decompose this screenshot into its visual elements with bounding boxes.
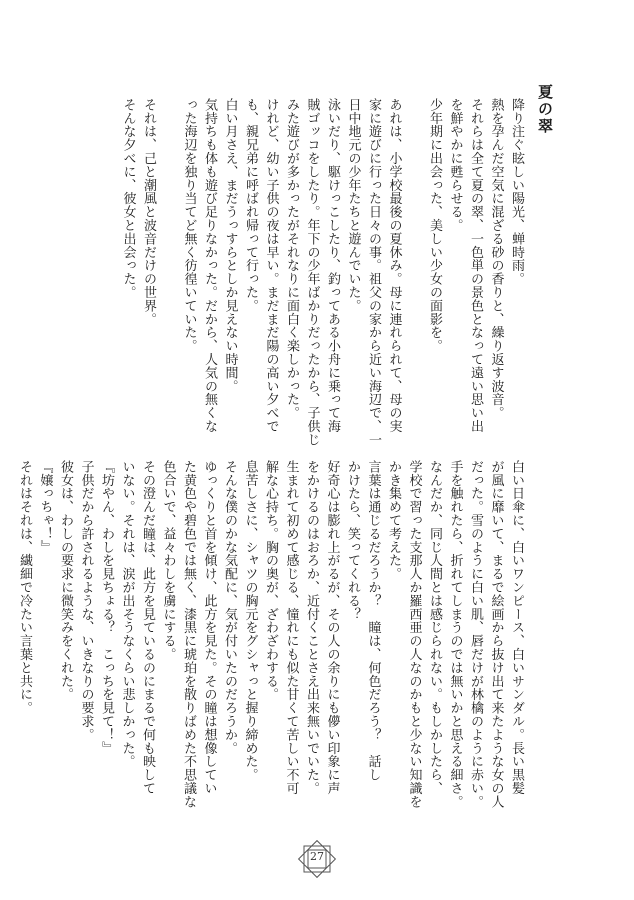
text-line: そんな夕べに、彼女と出会った。 (120, 98, 136, 299)
text-line: 家に遊びに行った日々の事。祖父の家から近い海辺で、一 (366, 98, 381, 447)
text-line: 言葉は通じるだろうか？ 瞳は、何色だろう？ 話し (365, 460, 381, 782)
text-line: 泳いだり、駆けっこしたり、釣ってある小舟に乗って海 (325, 98, 340, 433)
text-line: その澄んだ瞳は、此方を見ているのにまるで何も映して (140, 460, 155, 795)
text-line: かき集めて考えた。 (386, 460, 401, 581)
text-line: 『嬢っちゃ！』 (37, 460, 53, 554)
text-line: 降り注ぐ眩しい陽光、蝉時雨。 (509, 98, 524, 286)
chapter-title: 夏の翠 (536, 84, 554, 135)
text-line: それらは全て夏の翠、一色単の景色となって遠い思い出 (468, 98, 483, 433)
text-line: 好奇心は膨れ上がるが、その人の余りにも儚い印象に声 (324, 460, 340, 795)
text-line: だった。雪のように白い肌、唇だけが林檎のように赤い。 (468, 460, 483, 809)
top-text-block (117, 98, 526, 446)
text-line: 手を触れたら、折れてしまうのでは無いかと思える細さ。 (447, 460, 463, 809)
page-number: 27 (310, 850, 324, 863)
bottom-text-block (14, 460, 527, 808)
text-line: 少年期に出会った、美しい少女の面影を。 (427, 98, 442, 353)
paragraph-gap (404, 98, 424, 446)
text-line: 白い日傘に、白いワンピース、白いサンダル。長い黒髪 (509, 460, 524, 795)
text-line: あれは、小学校最後の夏休み。母に連れられて、母の実 (386, 98, 402, 433)
text-line: が風に靡いて、まるで絵画から抜け出て来たような女の人 (488, 460, 504, 809)
text-line: かけたら、笑ってくれる？ (345, 460, 360, 621)
text-line: 白い月さえ、まだうっすらとしか見えない時間。 (222, 98, 238, 393)
text-line: 解な心持ち。胸の奥が、ざわざわする。 (263, 460, 278, 702)
text-line: 日中地元の少年たちと遊んでいた。 (345, 98, 361, 313)
text-line: をかけるのはおろか、近付くことさえ出来無いでいた。 (304, 460, 319, 795)
text-line: 色合いで、益々わしを虜にする。 (160, 460, 176, 661)
text-line: 気持ちも体も遊び足りなかった。だから、人気の無くな (202, 98, 217, 433)
text-line: 学校で習った支那人か羅西亜の人なのかもと少ない知識を (406, 460, 422, 809)
text-line: ゆっくりと首を傾け、此方を見た。その瞳は想像してい (201, 460, 217, 795)
text-line: 子供だから許されるような、いきなりの要求。 (78, 460, 94, 742)
text-line: みた遊びが多かったがそれなりに面白く楽しかった。 (284, 98, 299, 420)
text-line: けれど、幼い子供の夜は早い。まだまだ陽の高い夕べで (263, 98, 279, 433)
text-line: 彼女は、わしの要求に微笑みをくれた。 (58, 460, 73, 702)
text-line: も、親兄弟に呼ばれ帰って行った。 (243, 98, 258, 313)
text-line: 賊ゴッコをしたり。年下の少年ばかりだったから、子供じ (304, 98, 320, 447)
text-line: 生まれて初めて感じる、憧れにも似た甘くて苦しい不可 (283, 460, 299, 795)
text-line: 息苦しさに、シャツの胸元をグシャっと握り締めた。 (242, 460, 258, 782)
text-line: を鮮やかに甦らせる。 (447, 98, 463, 232)
paragraph-gap (158, 98, 178, 446)
text-line: それはそれは、繊細で冷たい言葉と共に。 (17, 460, 32, 715)
text-line: った海辺を独り当てど無く彷徨いていた。 (181, 98, 197, 353)
text-line: そんな僕のかな気配に、気が付いたのだろうか。 (222, 460, 237, 755)
text-line: いない。それは、涙が出そうなくらい悲しかった。 (119, 460, 135, 769)
text-line: それは、己と潮風と波音だけの世界。 (141, 98, 156, 326)
text-line: なんだか、同じ人間とは感じられない。もしかしたら、 (427, 460, 442, 795)
text-line: た黄色や碧色では無く、漆黒に琥珀を散りばめた不思議な (181, 460, 196, 809)
text-line: 『坊やん、わしを見ちょる？ こっちを見て！』 (99, 460, 114, 755)
text-line: 熱を孕んだ空気に混ざる砂の香りと、繰り返す波音。 (488, 98, 504, 420)
